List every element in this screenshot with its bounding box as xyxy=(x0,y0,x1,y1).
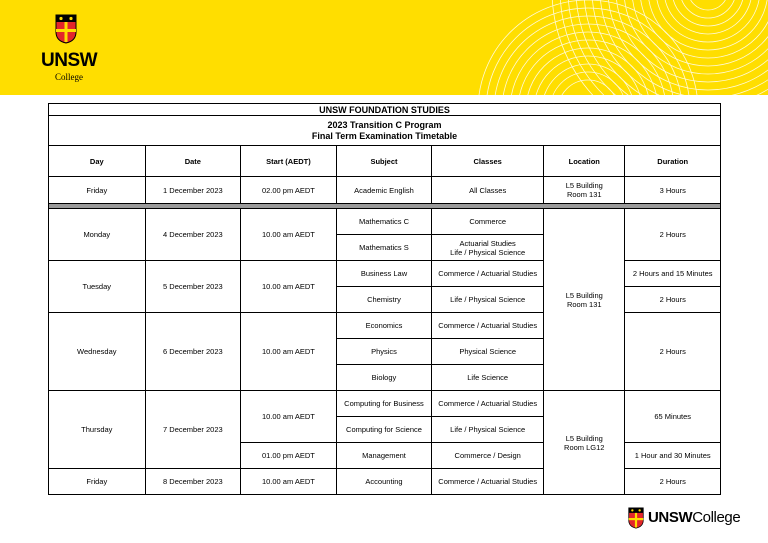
cell-classes: Commerce / Actuarial Studies xyxy=(432,391,544,417)
classes-line: Actuarial Studies xyxy=(459,238,516,248)
location-line: Room LG12 xyxy=(564,442,605,452)
cell-day: Tuesday xyxy=(49,261,146,313)
cell-date: 1 December 2023 xyxy=(145,177,241,204)
cell-duration: 3 Hours xyxy=(625,177,721,204)
cell-start: 10.00 am AEDT xyxy=(241,313,337,391)
cell-duration: 2 Hours xyxy=(625,209,721,261)
unsw-crest-icon xyxy=(628,506,644,530)
cell-classes: Life / Physical Science xyxy=(432,417,544,443)
exam-timetable xyxy=(48,103,721,495)
cell-day: Friday xyxy=(49,469,146,495)
cell-classes: All Classes xyxy=(432,177,544,204)
cell-subject: Mathematics C xyxy=(336,209,432,235)
cell-subject: Accounting xyxy=(336,469,432,495)
cell-subject: Management xyxy=(336,443,432,469)
timetable-name: Final Term Examination Timetable xyxy=(311,130,458,141)
cell-duration: 2 Hours xyxy=(625,313,721,391)
decorative-wave-pattern xyxy=(348,0,768,95)
cell-date: 7 December 2023 xyxy=(145,391,241,469)
cell-classes: Life Science xyxy=(432,365,544,391)
cell-date: 8 December 2023 xyxy=(145,469,241,495)
location-line: Room 131 xyxy=(566,190,602,199)
cell-subject: Academic English xyxy=(336,177,432,204)
cell-day: Monday xyxy=(49,209,146,261)
cell-subject: Business Law xyxy=(336,261,432,287)
cell-subject: Physics xyxy=(336,339,432,365)
footer-logo-sub: College xyxy=(692,509,741,526)
cell-start: 10.00 am AEDT xyxy=(241,209,337,261)
cell-day: Thursday xyxy=(49,391,146,469)
footer-logo-text xyxy=(648,509,740,526)
cell-start: 10.00 am AEDT xyxy=(241,261,337,313)
cell-classes: Commerce xyxy=(432,209,544,235)
cell-classes: Commerce / Actuarial Studies xyxy=(432,261,544,287)
cell-duration: 2 Hours xyxy=(625,287,721,313)
header-banner xyxy=(0,0,768,95)
classes-line: Life / Physical Science xyxy=(450,247,526,257)
cell-subject: Economics xyxy=(336,313,432,339)
cell-start: 10.00 am AEDT xyxy=(241,469,337,495)
logo-text: UNSW xyxy=(41,50,98,71)
col-header-day: Day xyxy=(49,146,146,177)
cell-classes xyxy=(432,235,544,261)
cell-date: 5 December 2023 xyxy=(145,261,241,313)
cell-location xyxy=(544,391,625,495)
col-header-location: Location xyxy=(544,146,625,177)
unsw-crest-icon xyxy=(55,14,77,44)
cell-subject: Computing for Science xyxy=(336,417,432,443)
col-header-duration: Duration xyxy=(625,146,721,177)
cell-classes: Commerce / Design xyxy=(432,443,544,469)
cell-subject: Chemistry xyxy=(336,287,432,313)
cell-date: 6 December 2023 xyxy=(145,313,241,391)
cell-subject: Biology xyxy=(336,365,432,391)
cell-duration: 65 Minutes xyxy=(625,391,721,443)
cell-classes: Physical Science xyxy=(432,339,544,365)
cell-duration: 2 Hours and 15 Minutes xyxy=(625,261,721,287)
logo-subtext: College xyxy=(55,72,83,82)
cell-day: Wednesday xyxy=(49,313,146,391)
program-title: UNSW FOUNDATION STUDIES xyxy=(49,104,721,116)
program-name: 2023 Transition C Program xyxy=(327,119,442,130)
table-row xyxy=(49,391,721,417)
location-line: L5 Building xyxy=(565,433,603,443)
cell-date: 4 December 2023 xyxy=(145,209,241,261)
location-line: Room 131 xyxy=(566,299,602,309)
cell-subject: Computing for Business xyxy=(336,391,432,417)
cell-subject: Mathematics S xyxy=(336,235,432,261)
cell-classes: Commerce / Actuarial Studies xyxy=(432,313,544,339)
col-header-start: Start (AEDT) xyxy=(241,146,337,177)
cell-duration: 1 Hour and 30 Minutes xyxy=(625,443,721,469)
cell-duration: 2 Hours xyxy=(625,469,721,495)
col-header-date: Date xyxy=(145,146,241,177)
cell-start: 02.00 pm AEDT xyxy=(241,177,337,204)
cell-start: 01.00 pm AEDT xyxy=(241,443,337,469)
cell-classes: Life / Physical Science xyxy=(432,287,544,313)
cell-day: Friday xyxy=(49,177,146,204)
timetable-title xyxy=(49,116,721,146)
table-row xyxy=(49,209,721,235)
col-header-classes: Classes xyxy=(432,146,544,177)
cell-start: 10.00 am AEDT xyxy=(241,391,337,443)
cell-location xyxy=(544,177,625,204)
col-header-subject: Subject xyxy=(336,146,432,177)
footer-logo-main: UNSW xyxy=(648,509,693,526)
cell-location xyxy=(544,209,625,391)
location-line: L5 Building xyxy=(565,181,603,190)
location-line: L5 Building xyxy=(565,290,603,300)
table-row xyxy=(49,177,721,204)
cell-classes: Commerce / Actuarial Studies xyxy=(432,469,544,495)
